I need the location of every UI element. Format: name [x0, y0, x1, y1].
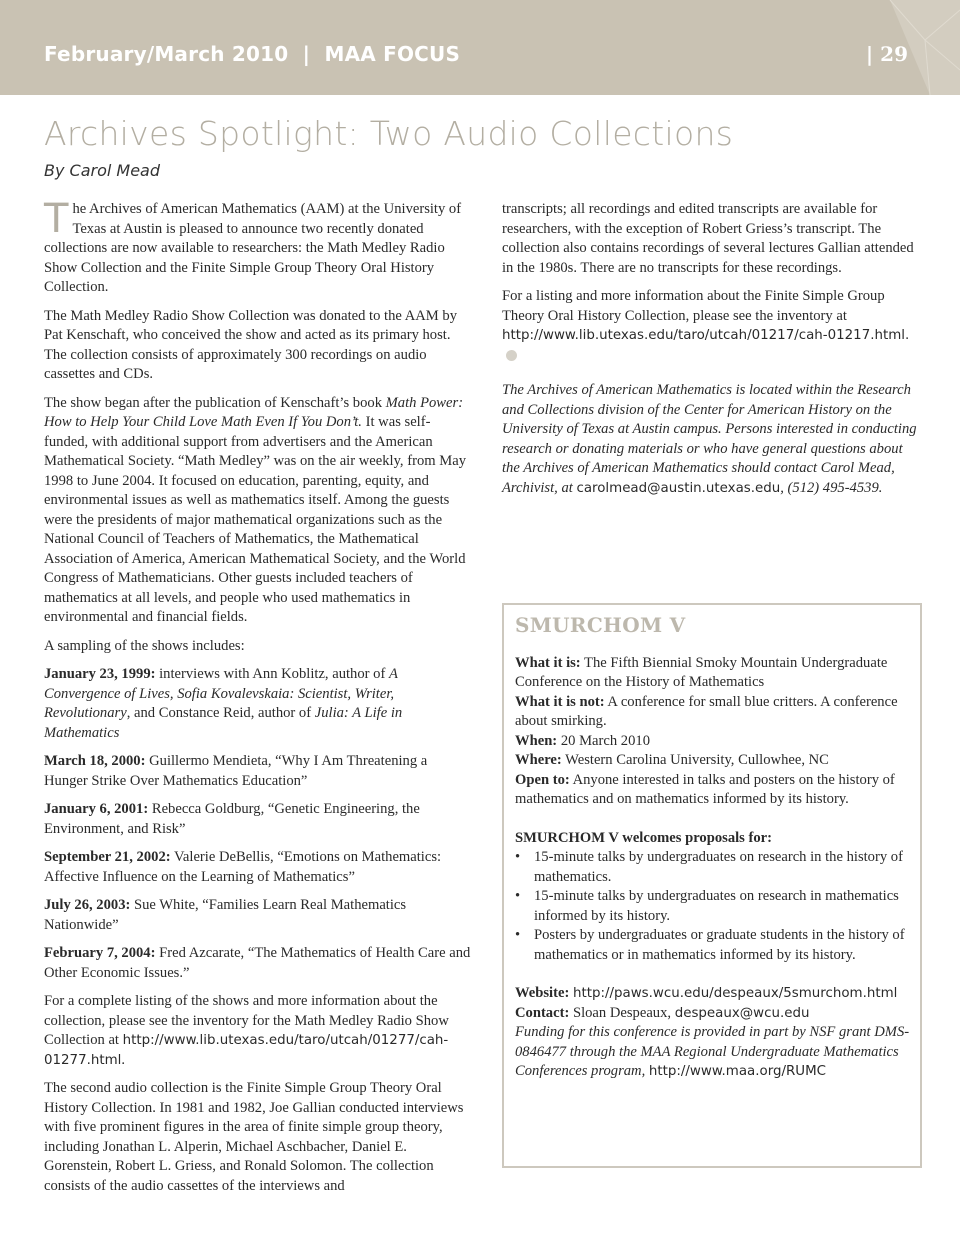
show-text: Guillermo Mendieta, “Why I Am Threatening a Hunger Strike Over Mathematics Education” — [44, 753, 428, 789]
inventory-text: For a complete listing of the shows and more information about the collection, please see the inventory for the Math Medley Radio Show Collection at — [44, 993, 449, 1048]
website-label: Website: — [515, 985, 570, 1001]
inventory-period: . — [121, 1051, 126, 1068]
drop-cap: T — [44, 196, 69, 242]
where-label: Where: — [515, 752, 562, 768]
proposals-heading — [515, 829, 910, 849]
paragraph-sampling: A sampling of the shows includes: — [44, 637, 245, 654]
open-value: Anyone interested in talks and posters on the history of mathematics and on mathematics informed by its history. — [515, 771, 895, 807]
archives-note — [502, 381, 922, 498]
intro-text: he Archives of American Mathematics (AAM) at the University of Texas at Austin is pleased to announce two recently donated collections are now available to researchers: the Math Medley Radio Show Collection and the Finite Simple Group Theory Oral History Collection. — [44, 201, 462, 295]
show-entry — [44, 752, 474, 791]
paragraph-inventory-fsg — [502, 287, 922, 365]
archivist-phone: , (512) 495-4539. — [780, 479, 883, 496]
show-entry — [44, 896, 474, 935]
show-book-title-2: Julia: A Life in Mathematics — [44, 705, 403, 741]
article-title: Archives Spotlight: Two Audio Collections — [44, 114, 734, 153]
paragraph-inventory-math-medley — [44, 992, 474, 1070]
contact-email-link[interactable]: despeaux@wcu.edu — [674, 1005, 810, 1021]
page-header — [0, 0, 960, 95]
rumc-link[interactable]: http://www.maa.org/RUMC — [648, 1064, 827, 1079]
where — [515, 751, 910, 771]
show-date: February 7, 2004: — [44, 945, 156, 961]
show-text: Fred Azcarate, “The Mathematics of Health Care and Other Economic Issues.” — [44, 945, 471, 981]
list-item — [515, 887, 910, 926]
math-medley-inventory-link[interactable]: http://www.lib.utexas.edu/taro/utcah/01277/cah-01277.html — [44, 1033, 449, 1068]
what-value: The Fifth Biennial Smoky Mountain Undergraduate Conference on the History of Mathematics — [515, 654, 888, 690]
bullet-icon: • — [515, 849, 521, 865]
show-entry — [44, 800, 474, 839]
website-link[interactable]: http://paws.wcu.edu/despeaux/5smurchom.html — [572, 986, 898, 1001]
when — [515, 732, 910, 752]
what-it-is-not — [515, 693, 910, 732]
show-date: January 23, 1999: — [44, 666, 156, 682]
not-value: A conference for small blue critters. A conference about smirking. — [515, 693, 898, 729]
end-of-article-icon — [506, 350, 517, 361]
where-value: Western Carolina University, Cullowhee, NC — [561, 752, 829, 768]
show-history-text-cont: It was self-funded, with additional support from advertisers and the American Mathematical Society. “Math Medley” was on the air weekly, from May 1998 to June 2004. It focused on education, parenting, equity, and environmental issues as well as mathematics itself. Among the guests were the presidents of major mathematical organizations such as the National Council of Teachers of Mathematics, the Mathematical Association of America, American Mathematical Society, and the World Congress of Mathematicians. Other guests included teachers of mathematics at all levels, and people who used mathematics in environmental and financial fields. — [44, 414, 466, 625]
funding-text: Funding for this conference is provided in part by NSF grant DMS-0846477 through the MAA Regional Undergraduate Mathematics Conferences program, — [515, 1024, 910, 1079]
list-item-text: 15-minute talks by undergraduates on research in the history of mathematics. — [534, 849, 903, 885]
show-history-text: The show began after the publication of Kenschaft’s book — [44, 394, 386, 411]
show-entry — [44, 848, 474, 887]
note-text: The Archives of American Mathematics is located within the Research and Collections division of the Center for American History on the University of Texas at Austin campus. Persons interested in conducting research or donating materials or who have general questions about the Archives of American Mathematics should contact Carol Mead, Archivist, at — [502, 382, 917, 496]
show-date: March 18, 2000: — [44, 753, 146, 769]
show-entry — [44, 944, 474, 983]
sidebar-title: SMURCHOM V — [515, 613, 686, 637]
open-to — [515, 771, 910, 810]
show-entry — [44, 665, 474, 743]
show-text: interviews with Ann Koblitz, author of — [155, 666, 389, 682]
left-column — [44, 196, 474, 1205]
publication-title: February/March 2010 | MAA FOCUS — [44, 42, 461, 66]
bullet-icon: • — [515, 888, 521, 904]
list-item — [515, 848, 910, 887]
show-text: Valerie DeBellis, “Emotions on Mathematics: Affective Influence on the Learning of Mathematics” — [44, 849, 442, 885]
not-label: What it is not: — [515, 693, 605, 710]
contact-label: Contact: — [515, 1004, 570, 1021]
show-text-cont: , and Constance Reid, author of — [126, 705, 315, 721]
paragraph-show-history — [44, 394, 474, 628]
right-column — [502, 200, 922, 507]
what-label: What it is: — [515, 654, 581, 671]
show-book-title: A Convergence of Lives, Sofia Kovalevskaia: Scientist, Writer, Revolutionary — [44, 666, 398, 721]
proposals-list — [515, 848, 910, 965]
intro-paragraph — [44, 196, 474, 298]
book-title: Math Power: How to Help Your Child Love Math Even If You Don’t. — [44, 394, 464, 430]
funding-note — [515, 1023, 910, 1082]
bullet-icon: • — [515, 927, 521, 943]
page-number: | 29 — [865, 42, 908, 66]
contact-name: Sloan Despeaux, — [569, 1004, 675, 1021]
paragraph-transcripts: transcripts; all recordings and edited transcripts are available for researchers, with the exception of Robert Griess’s transcript. The collection also contains recordings of several lectures Gallian attended in the 1980s. There are no transcripts for these recordings. — [502, 201, 914, 276]
list-item-text: 15-minute talks by undergraduates on research in mathematics informed by its history. — [534, 888, 899, 924]
smurchom-sidebar — [502, 603, 922, 1168]
list-item — [515, 926, 910, 965]
when-label: When: — [515, 732, 558, 749]
article-byline: By Carol Mead — [44, 161, 161, 180]
contact — [515, 1004, 910, 1024]
show-date: September 21, 2002: — [44, 849, 171, 865]
show-text: Rebecca Goldburg, “Genetic Engineering, the Environment, and Risk” — [44, 801, 420, 837]
archivist-email-link[interactable]: carolmead@austin.utexas.edu — [576, 480, 781, 496]
what-it-is — [515, 654, 910, 693]
fsg-inventory-link[interactable]: http://www.lib.utexas.edu/taro/utcah/01217/cah-01217.html. — [502, 328, 910, 343]
list-item-text: Posters by undergraduates or graduate students in the history of mathematics or in mathematics informed by its history. — [534, 927, 905, 963]
paragraph-donation: The Math Medley Radio Show Collection was donated to the AAM by Pat Kenschaft, who conceived the show and acted as its primary host. The collection consists of approximately 300 recordings on audio cassettes and CDs. — [44, 307, 458, 382]
proposals-heading-text: SMURCHOM V welcomes proposals for: — [515, 829, 772, 846]
inventory-text: For a listing and more information about the Finite Simple Group Theory Oral History Collection, please see the inventory at — [502, 288, 885, 324]
paragraph-finite-simple-group: The second audio collection is the Finite Simple Group Theory Oral History Collection. In 1981 and 1982, Joe Gallian conducted interviews with five prominent figures in the area of finite simple group theory, including Jonathan L. Alperin, Michael Aschbacher, Daniel E. Gorenstein, Robert L. Griess, and Ronald Solomon. The collection consists of the audio cassettes of the interviews and — [44, 1080, 464, 1194]
show-date: January 6, 2001: — [44, 801, 149, 817]
when-value: 20 March 2010 — [557, 732, 650, 749]
show-date: July 26, 2003: — [44, 897, 131, 913]
open-label: Open to: — [515, 771, 570, 788]
website — [515, 984, 910, 1004]
polyhedron-decoration-icon — [870, 0, 960, 95]
show-text: Sue White, “Families Learn Real Mathematics Nationwide” — [44, 897, 407, 933]
